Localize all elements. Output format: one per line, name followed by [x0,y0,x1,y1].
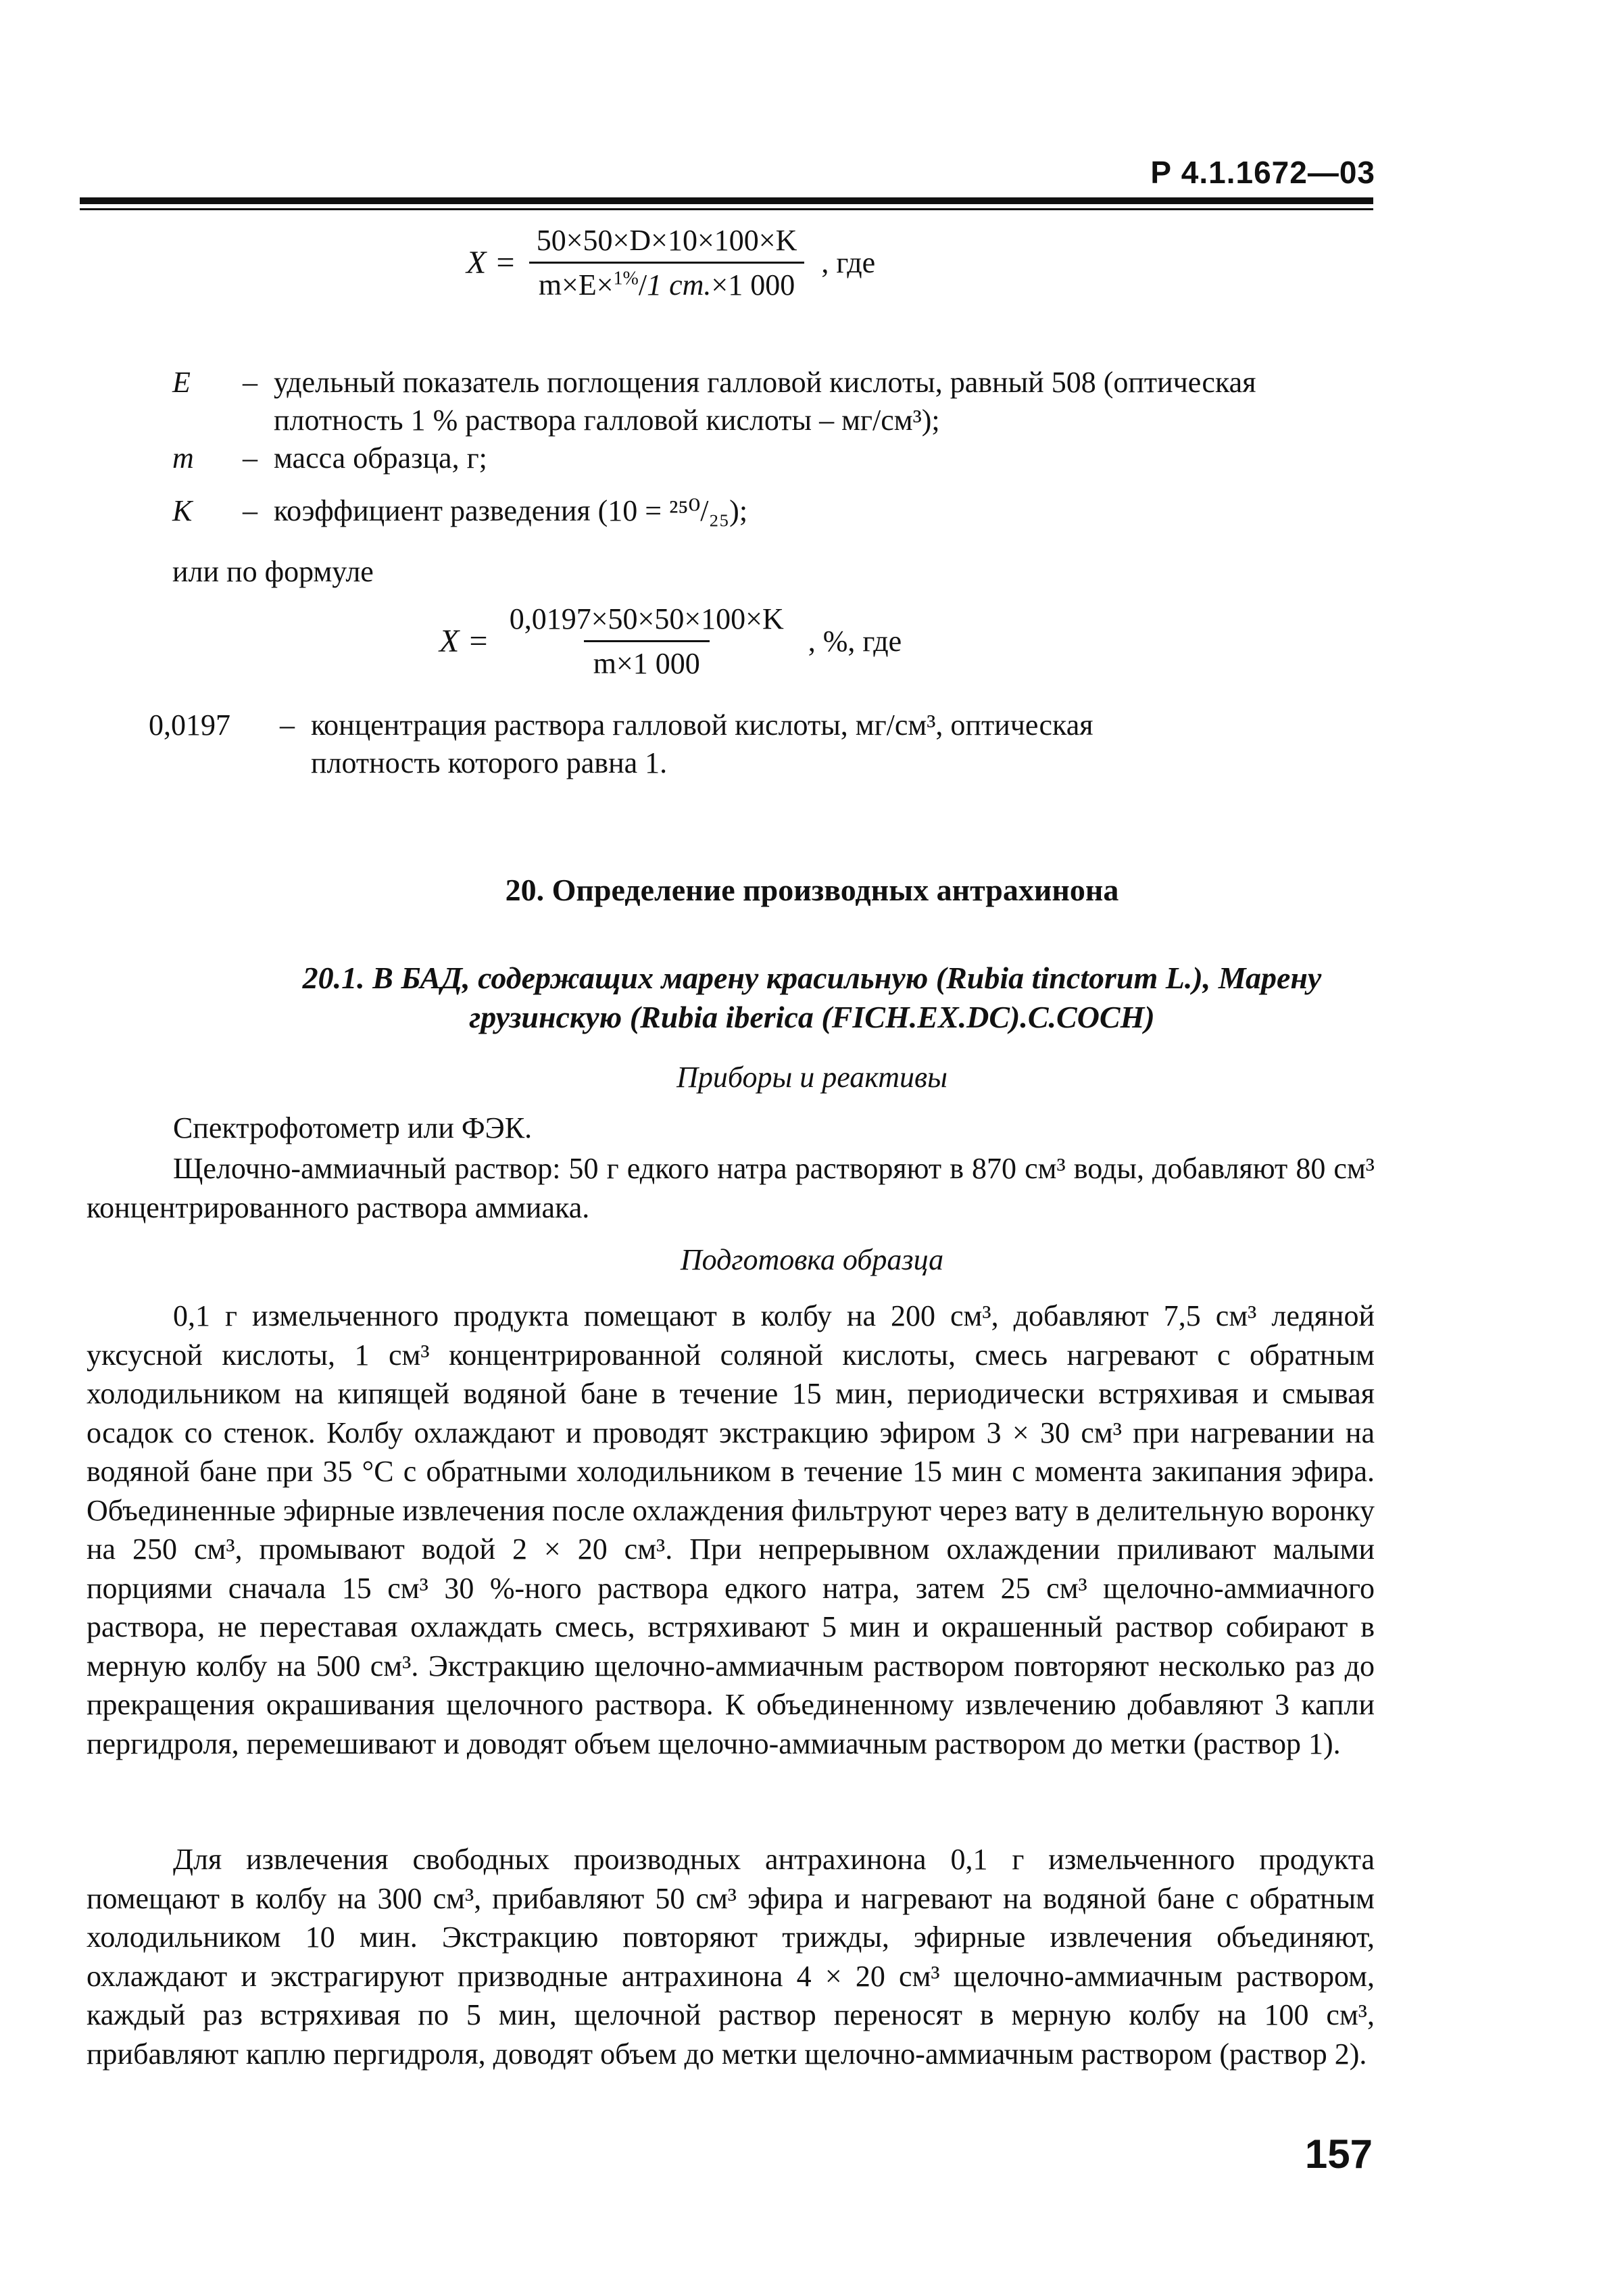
formula-2 [439,602,902,681]
definitions-1 [172,364,1287,530]
formula-2-numerator: 0,0197×50×50×100×K [509,602,784,635]
document-number: Р 4.1.1672—03 [1150,155,1375,190]
instruments-heading: Приборы и реактивы [676,1061,948,1094]
formula-1-den-post: ×1 000 [711,268,795,301]
definition-symbol: K [172,494,193,527]
definition-dash: – [243,366,257,399]
definition-text: концентрация раствора галловой кислоты, мг/см³, оптическая плотность которого равна 1. [311,708,1093,779]
formula-2-denominator: m×1 000 [584,640,710,681]
definition-text: масса образца, г; [274,441,487,475]
instruments-p1-text: Спектрофотометр или ФЭК. [173,1111,533,1144]
subsection-title-line-2: грузинскую (Rubia iberica (FICH.EX.DC).C.COCH) [469,1000,1155,1034]
definition-dash: – [280,708,295,742]
prep-p1-text: 0,1 г измельченного продукта помещают в колбу на 200 см³, добавляют 7,5 см³ ледяной уксусной кислоты, 1 см³ концентрированной соляной кислоты, смесь нагревают с обратным холодильником на кипящей водяной бане в течение 15 мин, периодически встряхивая и смывая осадок со стенок. Колбу охлаждают и проводят экстракцию эфиром 3 × 30 см³ при нагревании на водяной бане при 35 °С с обратными холодильником в течение 15 мин с момента закипания эфира. Объединенные эфирные извлечения после охлаждения фильтруют через вату в делительную воронку на 250 см³, промывают водой 2 × 20 см³. При непрерывном охлаждении приливают малыми порциями сначала 15 см³ 30 %-ного раствора едкого натра, затем 25 см³ щелочно-аммиачного раствора, не переставая охлаждать смесь, встряхивают 5 мин и окрашенный раствор собирают в мерную колбу на 500 см³. Экстракцию щелочно-аммиачным раствором повторяют несколько раз до прекращения окрашивания щелочного раствора. К объединенному извлечению добавляют 3 капли пергидроля, перемешивают и доводят объем щелочно-аммиачным раствором до метки (раствор 1). [87,1299,1375,1760]
definition-symbol: 0,0197 [149,708,230,742]
definition-text: удельный показатель поглощения галловой кислоты, равный 508 (оптическая плотность 1 % раствора галловой кислоты – мг/см³); [274,366,1256,437]
prep-p2-text: Для извлечения свободных производных антрахинона 0,1 г измельченного продукта помещают в колбу на 300 см³, прибавляют 50 см³ эфира и нагревают на водяной бане с обратным холодильником 10 мин. Экстракцию повторяют трижды, эфирные извлечения объединяют, охлаждают и экстрагируют призводные антрахинона 4 × 20 см³ щелочно-аммиачным раствором, каждый раз встряхивая по 5 мин, щелочной раствор переносят в мерную колбу на 100 см³, прибавляют каплю пергидроля, доводят объем до метки щелочно-аммиачным раствором (раствор 2). [87,1843,1375,2071]
definition-symbol: E [172,366,191,399]
formula-1-tail: , где [821,246,876,279]
definition-row [172,439,1287,477]
definitions-2 [149,706,1223,782]
header-rule-thin [80,208,1373,210]
or-formula-label: или по формуле [172,555,374,588]
prep-paragraph-2 [87,1840,1375,2073]
formula-2-lhs: X = [439,623,489,659]
definition-dash: – [243,494,257,527]
definition-dash: – [243,441,257,475]
section-title: 20. Определение производных антрахинона [505,873,1119,907]
formula-1 [466,223,875,302]
formula-2-tail: , %, где [808,625,902,658]
definition-row [172,364,1287,439]
formula-1-den-pre: m×E× [538,268,614,301]
prep-paragraph-1 [87,1297,1375,1763]
prep-heading: Подготовка образца [680,1243,944,1276]
instruments-paragraph-1 [87,1109,1375,1148]
instruments-p2-text: Щелочно-аммиачный раствор: 50 г едкого натра растворяют в 870 см³ воды, добавляют 80 см³ концентрированного раствора аммиака. [87,1152,1375,1224]
definition-row [172,492,1287,530]
instruments-paragraph-2 [87,1149,1375,1227]
definition-row [149,706,1223,782]
formula-1-denominator: m×E×$^{1\%}$/1 cm.×1 000 [529,262,804,302]
page-number: 157 [1304,2131,1373,2177]
formula-1-fraction [527,223,807,302]
formula-1-numerator: 50×50×D×10×100×K [536,224,797,257]
subsection-title-line-1: 20.1. В БАД, содержащих марену красильную (Rubia tinctorum L.), Марену [302,961,1322,995]
formula-1-den-sup: 1% [613,268,639,289]
subsection-title [0,959,1624,1037]
formula-2-fraction [500,602,793,681]
formula-1-lhs: X = [466,245,516,281]
formula-1-den-sub: 1 cm. [647,268,712,301]
definition-text: коэффициент разведения (10 = ²⁵⁰/₂₅); [274,494,748,527]
definition-symbol: m [172,441,194,475]
header-rule-thick [80,197,1373,204]
